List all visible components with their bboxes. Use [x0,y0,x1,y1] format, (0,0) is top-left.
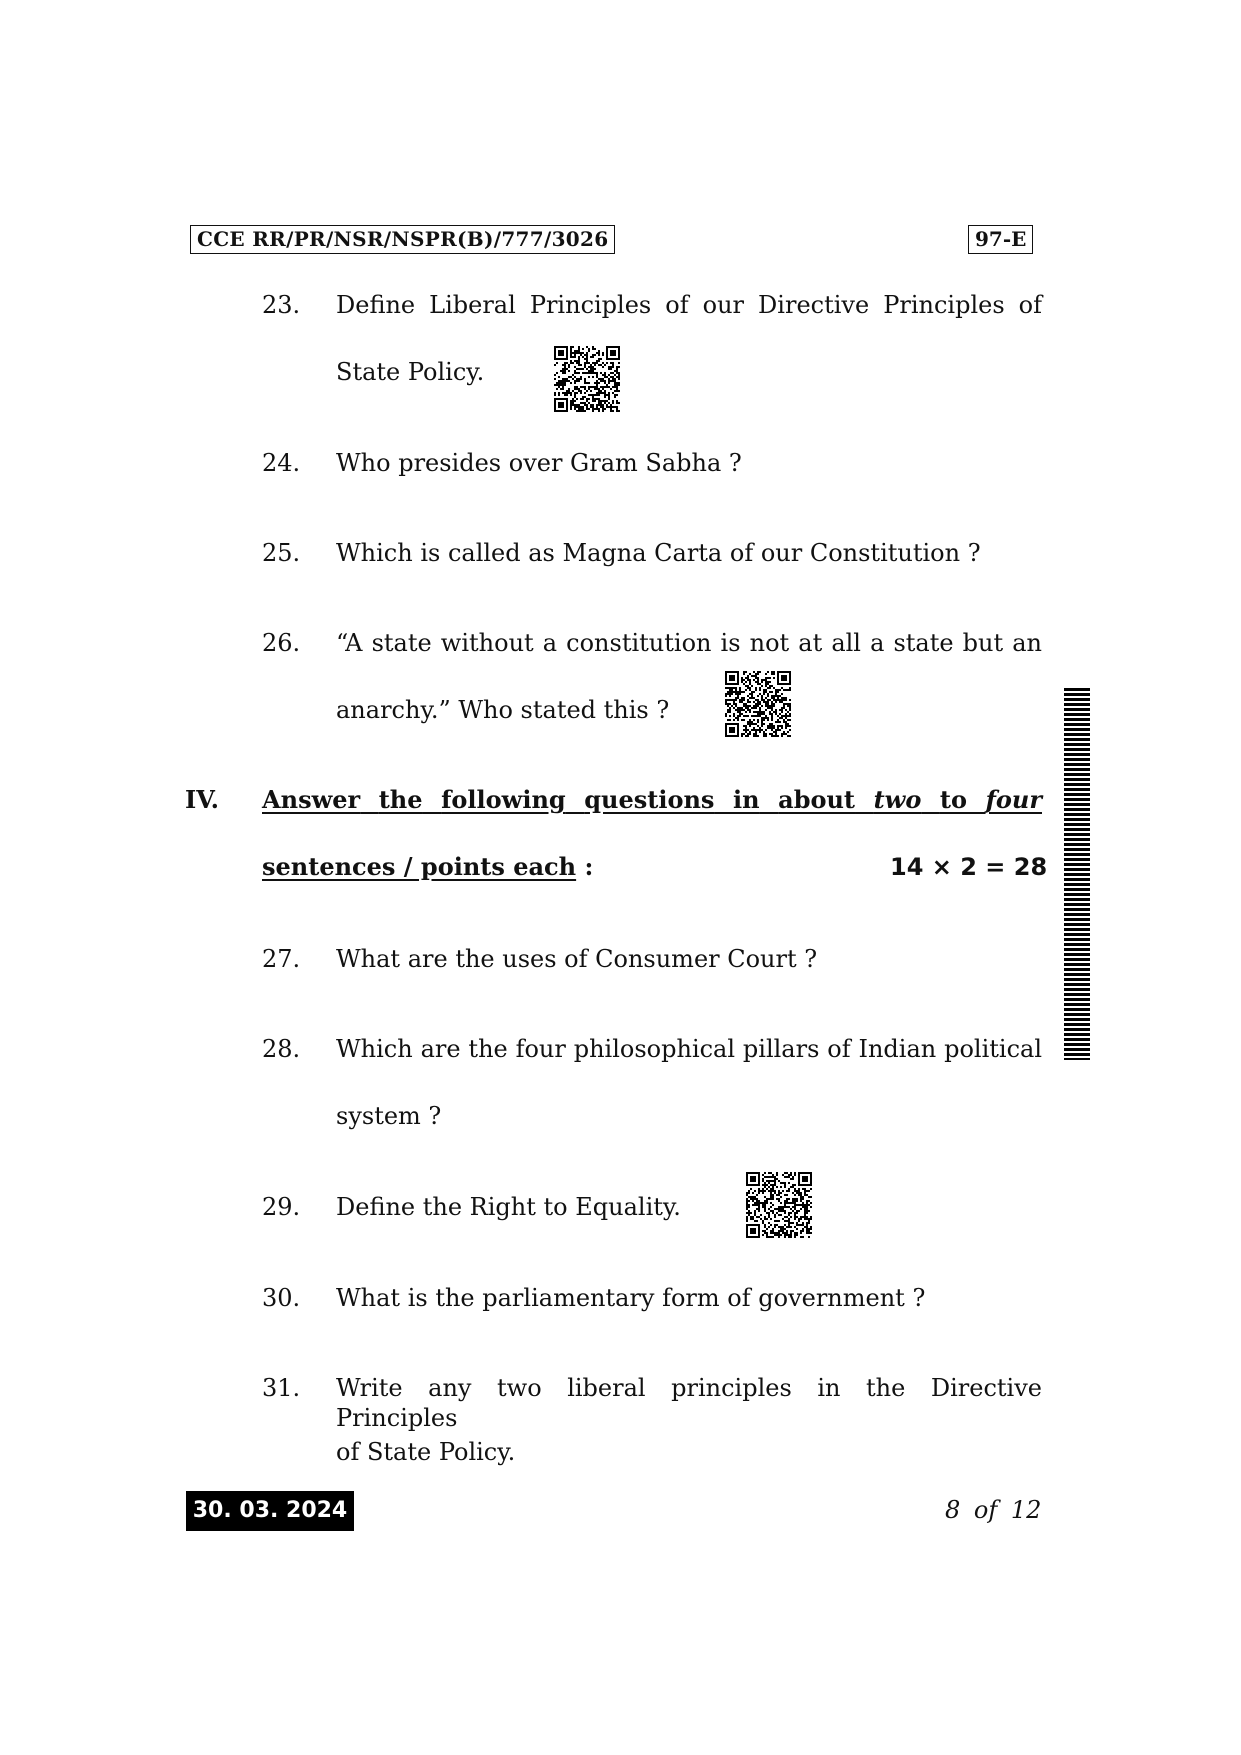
section-number: IV. [185,785,220,814]
section-instruction-line1: Answer the following questions in about two to four [262,785,1042,814]
section-marks: 14 × 2 = 28 [890,853,1048,881]
question-number: 27. [262,945,301,973]
qr-code-icon [554,346,620,412]
question-text: What is the parliamentary form of government ? [336,1284,926,1312]
question-text-line2: State Policy. [336,358,485,386]
question-text: What are the uses of Consumer Court ? [336,945,818,973]
question-number: 25. [262,539,301,567]
question-text-line2: anarchy.” Who stated this ? [336,696,670,724]
question-text-line2: system ? [336,1102,442,1130]
paper-code: CCE RR/PR/NSR/NSPR(B)/777/3026 [190,225,615,254]
exam-date: 30. 03. 2024 [186,1491,354,1531]
qr-code-icon [725,671,791,737]
question-text: Which is called as Magna Carta of our Constitution ? [336,539,981,567]
page-number: 8 of 12 [945,1496,1042,1524]
question-number: 28. [262,1035,301,1063]
section-instruction-line2: sentences / points each : [262,852,594,881]
question-text-line2: of State Policy. [336,1438,516,1466]
question-number: 23. [262,291,301,319]
question-text-line1: Define Liberal Principles of our Directive Principles of [336,291,1042,319]
question-text-line1: Write any two liberal principles in the Directive Principles [336,1374,1042,1432]
question-text-line1: Which are the four philosophical pillars of Indian political [336,1035,1042,1063]
question-number: 26. [262,629,301,657]
qr-code-icon [746,1172,812,1238]
question-text: Define the Right to Equality. [336,1193,681,1221]
question-number: 29. [262,1193,301,1221]
question-number: 24. [262,449,301,477]
question-text-line1: “A state without a constitution is not at all a state but an [336,629,1042,657]
question-number: 31. [262,1374,301,1402]
barcode-icon [1064,688,1090,1060]
paper-version: 97-E [968,225,1033,254]
question-text: Who presides over Gram Sabha ? [336,449,742,477]
question-number: 30. [262,1284,301,1312]
